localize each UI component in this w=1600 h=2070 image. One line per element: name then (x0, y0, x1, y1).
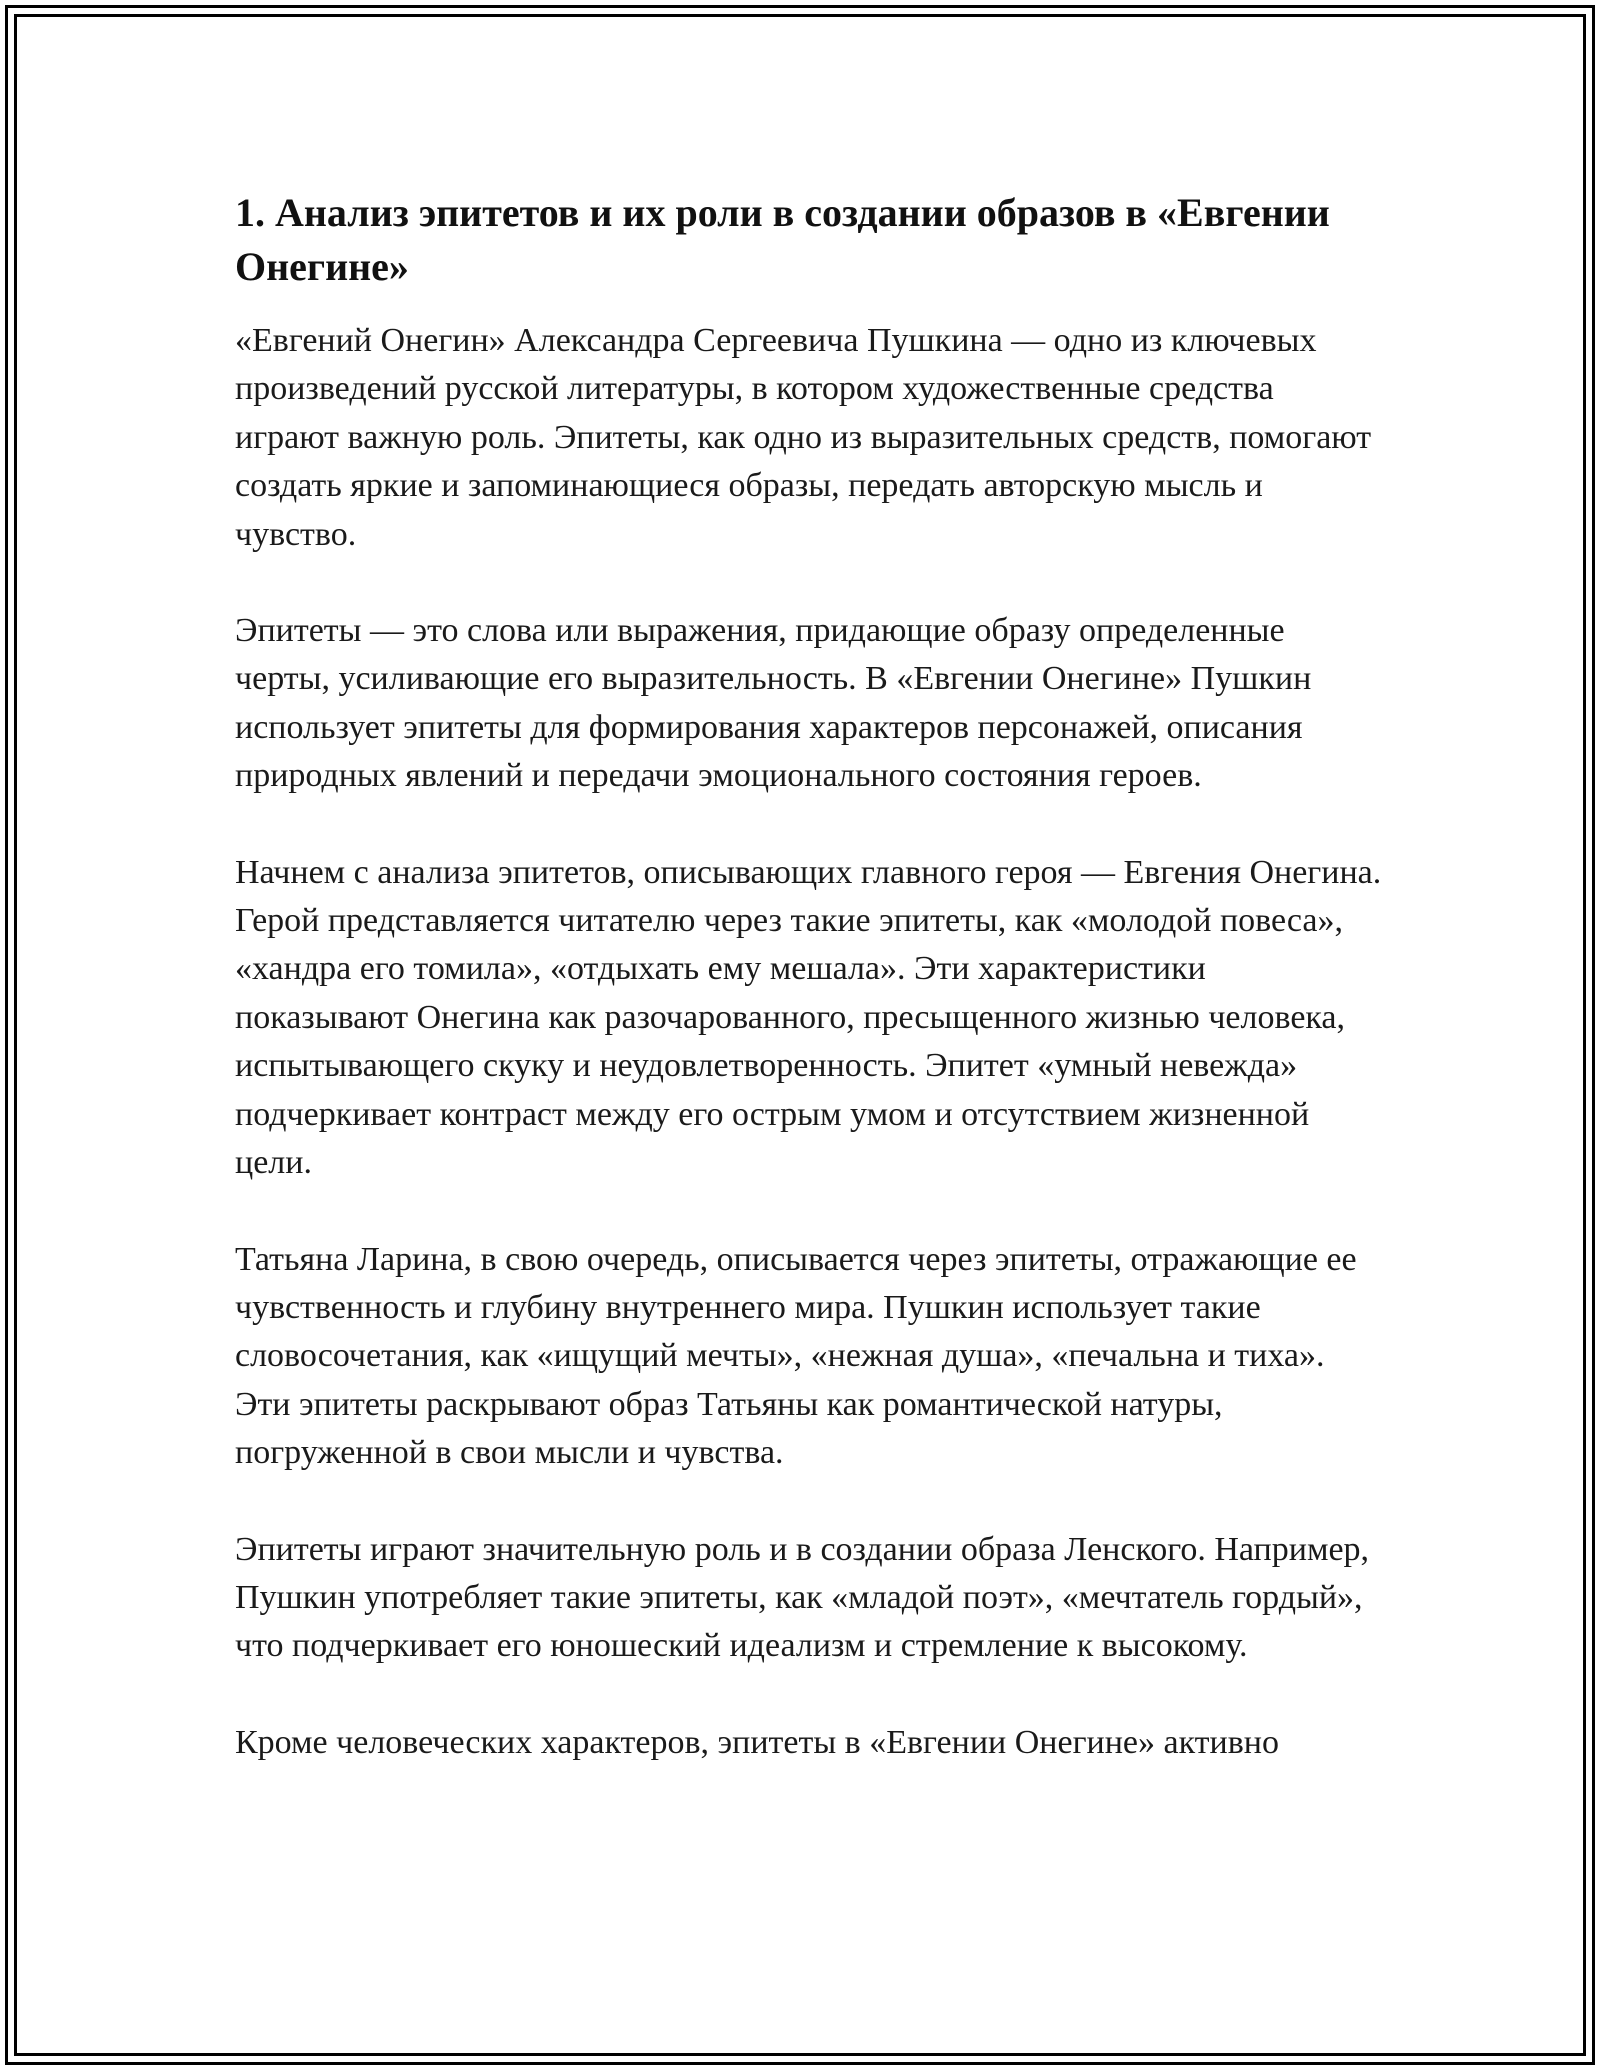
paragraph-definition: Эпитеты — это слова или выражения, придающие образу определенные черты, усиливающие его выразительность. В «Евгении Онегине» Пушкин использует эпитеты для формирования характеров персонажей, описания природных явлений и передачи эмоционального состояния героев. (235, 612, 1312, 795)
document-body (235, 186, 1385, 1815)
paragraph-onegin: Начнем с анализа эпитетов, описывающих главного героя — Евгения Онегина. Герой представляется читателю через такие эпитеты, как «молодой повеса», «хандра его томила», «отдыхать ему мешала». Эти характеристики показывают Онегина как разочарованного, пресыщенного жизнью человека, испытывающего скуку и неудовлетворенность. Эпитет «умный невежда» подчеркивает контраст между его острым умом и отсутствием жизненной цели. (235, 853, 1382, 1182)
paragraph-nature: Кроме человеческих характеров, эпитеты в «Евгении Онегине» активно (235, 1723, 1279, 1761)
paragraph-intro: «Евгений Онегин» Александра Сергеевича Пушкина — одно из ключевых произведений русской литературы, в котором художественные средства играют важную роль. Эпитеты, как одно из выразительных средств, помогают создать яркие и запоминающиеся образы, передать авторскую мысль и чувство. (235, 322, 1372, 553)
section-heading: 1. Анализ эпитетов и их роли в создании образов в «Евгении Онегине» (235, 190, 1330, 289)
paragraph-tatiana: Татьяна Ларина, в свою очередь, описывается через эпитеты, отражающие ее чувственность и глубину внутреннего мира. Пушкин использует такие словосочетания, как «ищущий мечты», «нежная душа», «печальна и тиха». Эти эпитеты раскрывают образ Татьяны как романтической натуры, погруженной в свои мысли и чувства. (235, 1240, 1357, 1472)
paragraph-lensky: Эпитеты играют значительную роль и в создании образа Ленского. Например, Пушкин употребляет такие эпитеты, как «младой поэт», «мечтатель гордый», что подчеркивает его юношеский идеализм и стремление к высокому. (235, 1530, 1370, 1665)
